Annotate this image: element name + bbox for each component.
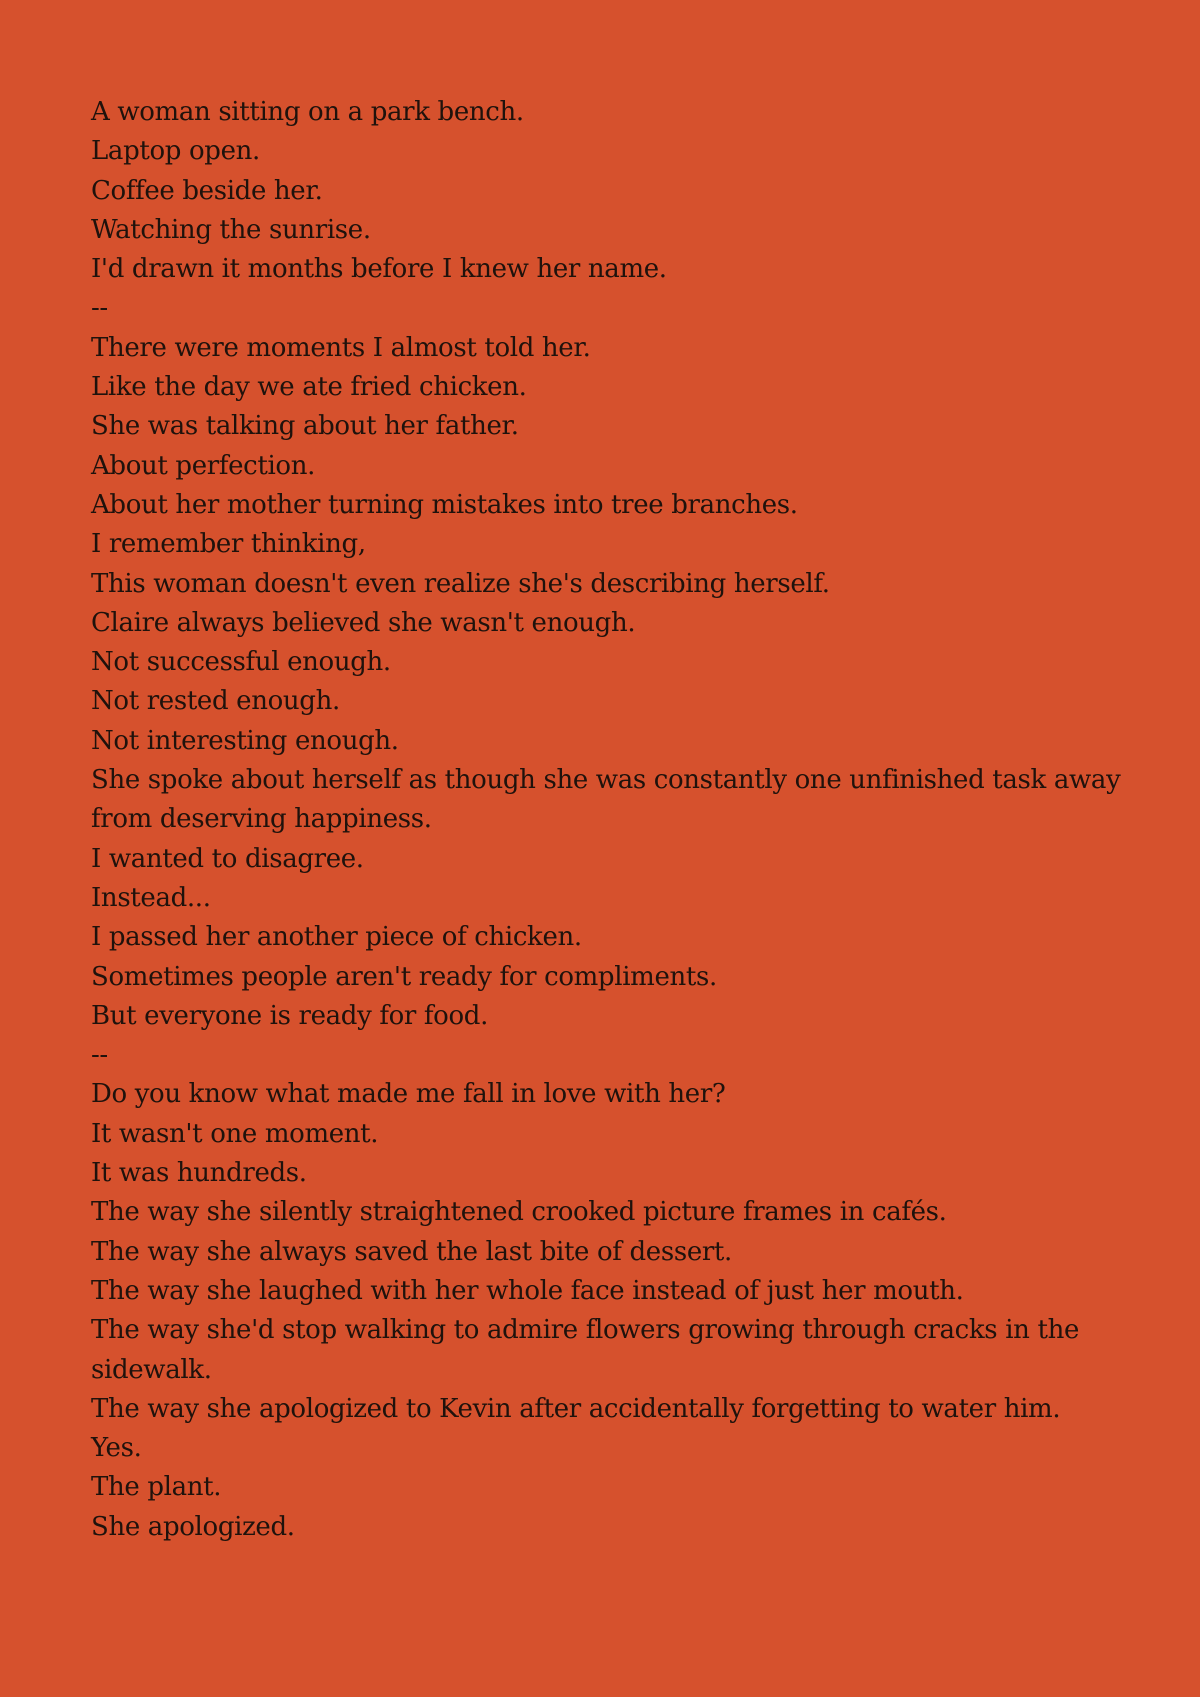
text-line: Do you know what made me fall in love with her? [91,1079,726,1110]
text-line: But everyone is ready for food. [91,1000,488,1031]
text-line: The way she laughed with her whole face instead of just her mouth. [91,1275,964,1306]
text-line: Yes. [91,1433,142,1464]
text-line: The plant. [91,1472,222,1503]
text-line: Watching the sunrise. [91,214,371,245]
text-line: She apologized. [91,1511,295,1542]
text-line: She spoke about herself as though she was constantly one unfinished task away from deserving happiness. [91,765,1121,835]
text-line: A woman sitting on a park bench. [91,97,524,127]
text-line: About perfection. [91,450,316,481]
text-line: About her mother turning mistakes into tree branches. [91,489,798,520]
text-line: It was hundreds. [91,1158,307,1189]
text-line: The way she silently straightened crooked picture frames in cafés. [91,1197,947,1228]
text-line: Instead... [91,882,211,913]
section-separator: -- [91,293,108,324]
text-line: Sometimes people aren't ready for compliments. [91,961,717,992]
text-line: Like the day we ate fried chicken. [91,372,527,403]
text-line: Coffee beside her. [91,175,323,206]
text-line: Not successful enough. [91,647,391,678]
text-line: This woman doesn't even realize she's describing herself. [91,568,830,599]
text-line: Not rested enough. [91,686,340,717]
text-line: There were moments I almost told her. [91,332,591,363]
text-line: I wanted to disagree. [91,843,364,874]
text-line: The way she'd stop walking to admire flowers growing through cracks in the sidewalk. [91,1315,1079,1385]
body-text [91,93,1121,1547]
text-line: Claire always believed she wasn't enough. [91,607,636,638]
text-line: It wasn't one moment. [91,1118,379,1149]
section-separator: -- [91,1040,108,1071]
text-line: The way she always saved the last bite of dessert. [91,1236,732,1267]
text-line: The way she apologized to Kevin after accidentally forgetting to water him. [91,1393,1061,1424]
text-line: Laptop open. [91,136,260,167]
text-line: I remember thinking, [91,529,366,560]
text-line: She was talking about her father. [91,411,519,442]
text-line: Not interesting enough. [91,725,399,756]
text-line: I passed her another piece of chicken. [91,922,582,953]
text-line: I'd drawn it months before I knew her name. [91,254,667,285]
